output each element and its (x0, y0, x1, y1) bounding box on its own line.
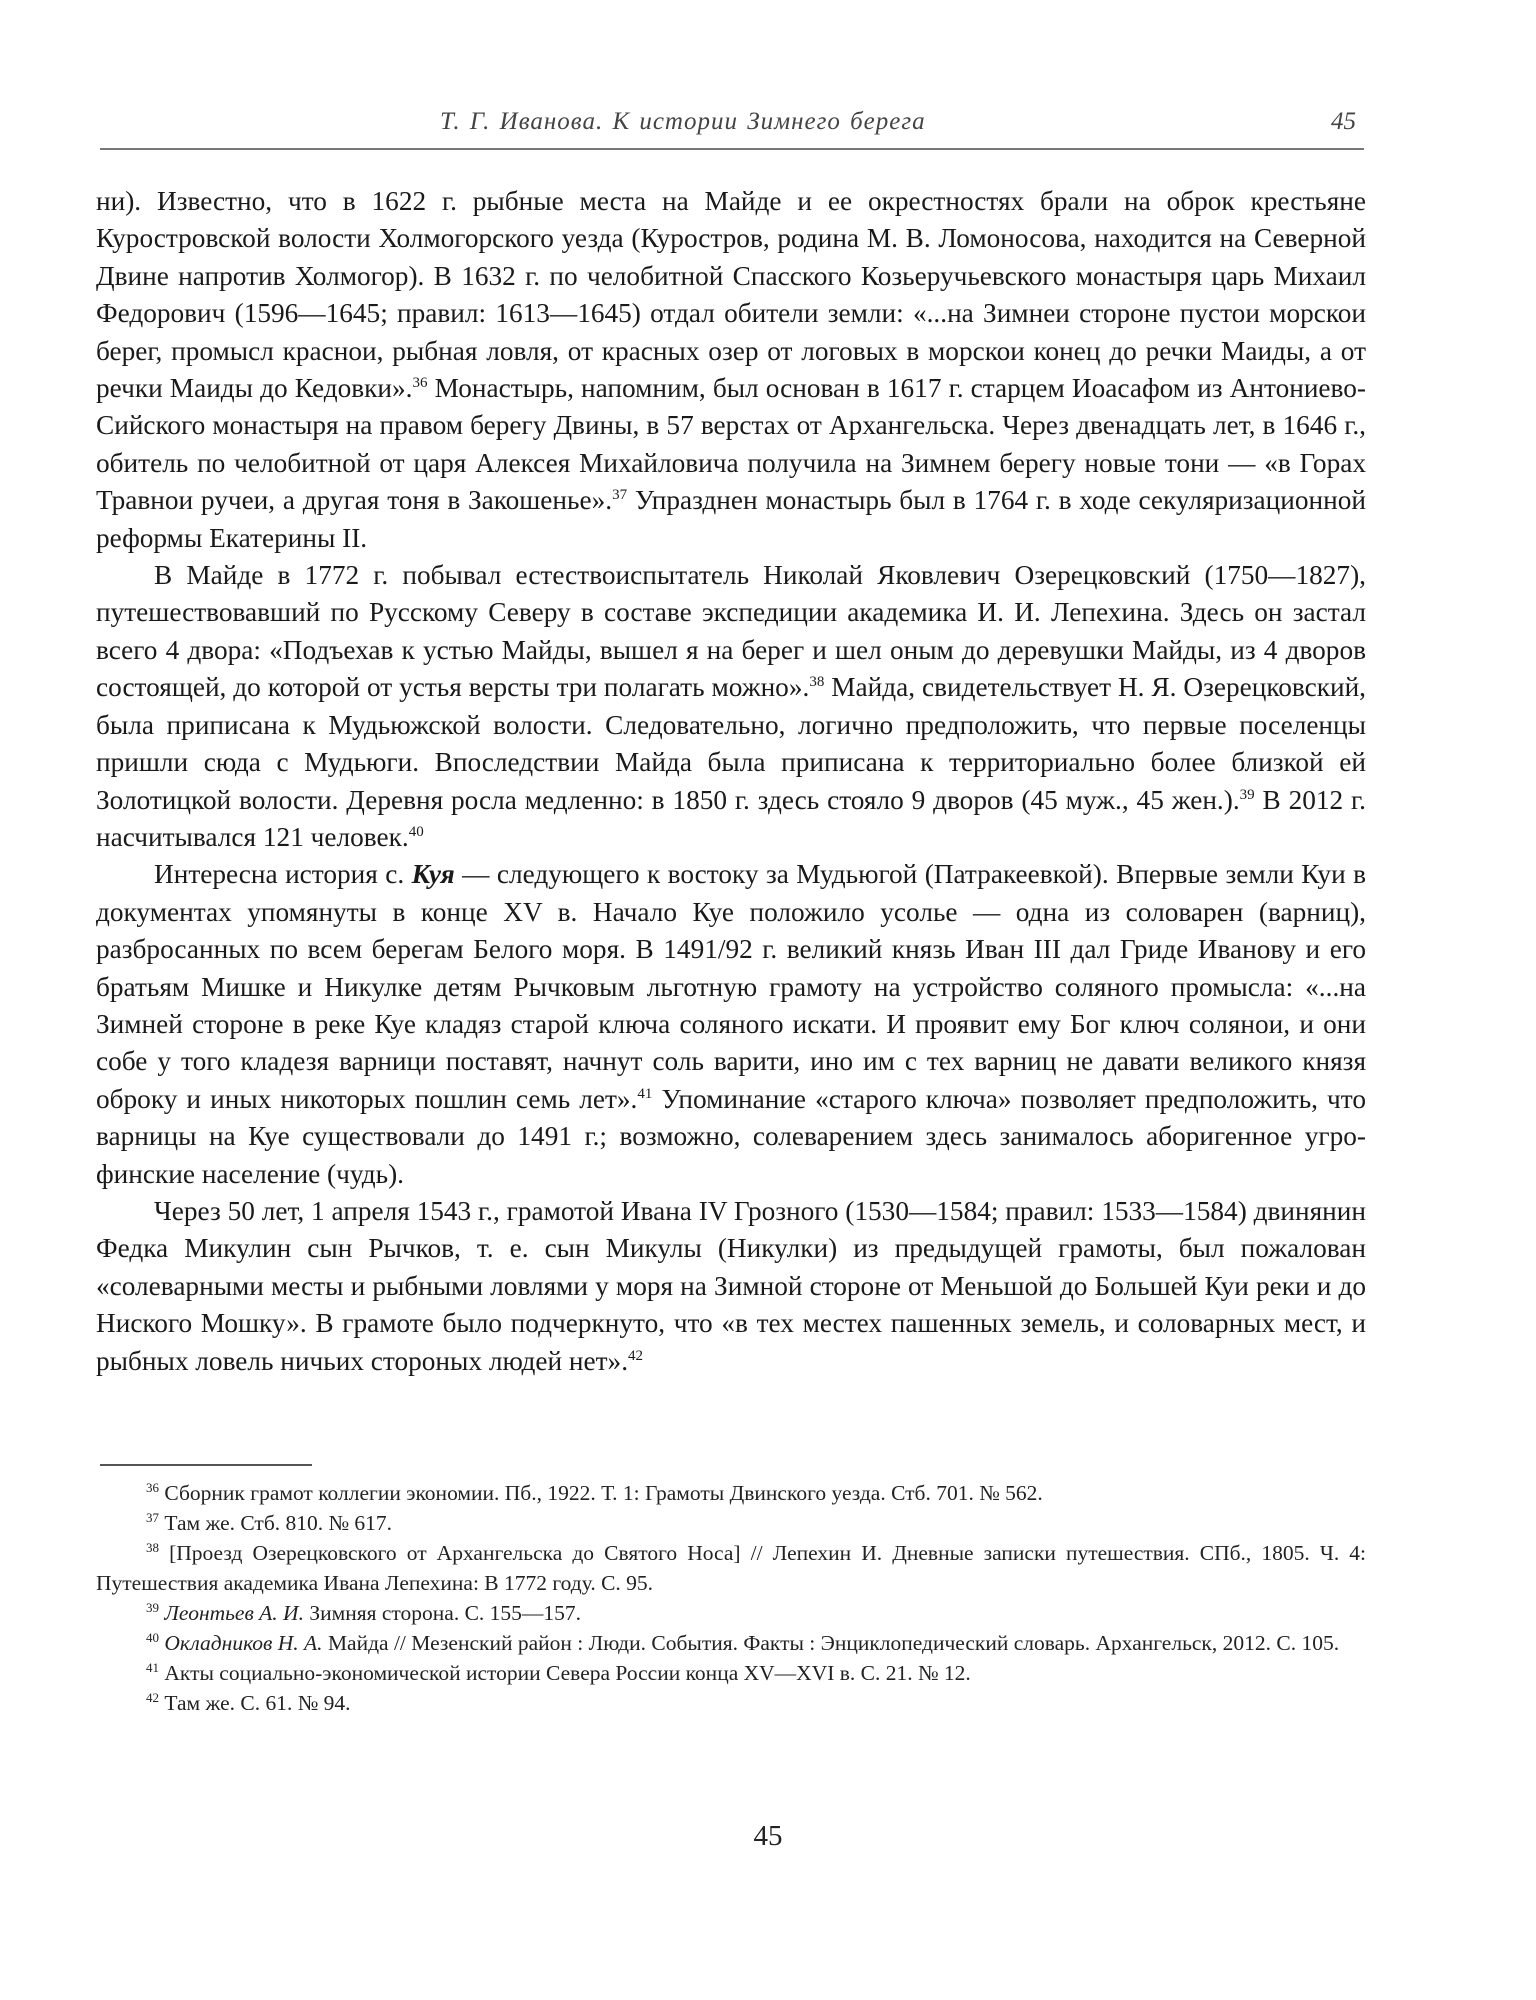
paragraph-text: ни). Известно, что в 1622 г. рыбные места на Майде и ее окрестностях брали на оброк крестьяне Куростровской волости Холмогорского уезда (Куростров, родина М. В. Ломоносова, находится на Северной Двине напротив Холмогор). В 1632 г. по челобитной Спасского Козьеручьевского монастыря царь Михаил Федорович (1596—1645; правил: 1613—1645) отдал обители земли: «...на Зимнеи стороне пустои морскои берег, промысл краснои, рыбная ловля, от красных озер от логовых в морскои конец до речки Маиды, а от речки Маиды до Кедовки». (96, 186, 1366, 404)
footnote-separator (100, 1464, 312, 1466)
paragraph-text: — следующего к востоку за Мудьюгой (Патракеевкой). Впервые земли Куи в документах упомянуты в конце XV в. Начало Куе положило усолье — одна из соловарен (варниц), разбросанных по всем берегам Белого моря. В 1491/92 г. великий князь Иван III дал Гриде Иванову и его братьям Мишке и Никулке детям Рычковым льготную грамоту на устройство соляного промысла: «...на Зимней стороне в реке Куе кладяз старой ключа соляного искати. И проявит ему Бог ключ солянои, и они собе у того кладезя варници поставят, начнут соль варити, ино им с тех варниц не давати великого князя оброку и иных никоторых пошлин семь лет». (96, 859, 1366, 1114)
running-head: Т. Г. Иванова. К истории Зимнего берега (440, 108, 926, 135)
paragraph-1 (96, 183, 1366, 557)
footnote (96, 1598, 1366, 1628)
paragraph-3 (96, 856, 1366, 1193)
footnote (96, 1658, 1366, 1688)
footnote-author: Окладников Н. А. (164, 1631, 323, 1655)
place-name: Куя (411, 859, 455, 890)
footnote (96, 1508, 1366, 1538)
footnote-ref: 41 (637, 1085, 653, 1102)
main-text (96, 183, 1366, 1380)
header-page-number: 45 (1331, 108, 1356, 135)
paragraph-4 (96, 1193, 1366, 1380)
header-rule (100, 148, 1364, 150)
footnote-text: Там же. Стб. 810. № 617. (164, 1511, 393, 1535)
footnote-number: 38 (146, 1539, 159, 1555)
footnote-ref: 38 (809, 674, 825, 691)
footnote-ref: 37 (612, 487, 628, 504)
footnote-number: 37 (146, 1509, 159, 1525)
footnote-text: Там же. С. 61. № 94. (164, 1691, 351, 1715)
footnote-text: [Проезд Озерецковского от Архангельска до Святого Носа] // Лепехин И. Дневные записки путешествия. СПб., 1805. Ч. 4: Путешествия академика Ивана Лепехина: В 1772 году. С. 95. (96, 1541, 1367, 1595)
paragraph-text: Майда, свидетельствует Н. Я. Озерецковский, была приписана к Мудьюжской волости. Следовательно, логично предположить, что первые поселенцы пришли сюда с Мудьюги. Впоследствии Майда была приписана к территориально более близкой ей Золотицкой волости. Деревня росла медленно: в 1850 г. здесь стояло 9 дворов (45 муж., 45 жен.). (96, 672, 1367, 815)
footnote-text: Акты социально-экономической истории Севера России конца XV—XVI в. С. 21. № 12. (164, 1661, 971, 1685)
page-header (100, 108, 1364, 148)
footnote-ref: 42 (628, 1347, 644, 1364)
footnote-text: Сборник грамот коллегии экономии. Пб., 1922. Т. 1: Грамоты Двинского уезда. Стб. 701. № 562. (164, 1481, 1043, 1505)
paragraph-text: Упразднен монастырь был в 1764 г. в ходе секуляризационной реформы Екатерины II. (96, 485, 1367, 553)
footnote (96, 1478, 1366, 1508)
paragraph-text: В 2012 г. насчитывался 121 человек. (96, 784, 1366, 852)
footnote-number: 42 (146, 1689, 159, 1705)
footnote-ref: 40 (408, 823, 424, 840)
footnote-number: 36 (146, 1479, 159, 1495)
footer-page-number: 45 (753, 1820, 783, 1852)
footnote-number: 41 (146, 1659, 159, 1675)
footnote-text: Майда // Мезенский район : Люди. События. Факты : Энциклопедический словарь. Архангельск, 2012. С. 105. (322, 1631, 1340, 1655)
footnote-author: Леонтьев А. И. (164, 1601, 304, 1625)
paragraph-text: Через 50 лет, 1 апреля 1543 г., грамотой Ивана IV Грозного (1530—1584; правил: 1533—1584) двинянин Федка Микулин сын Рычков, т. е. сын Микулы (Никулки) из предыдущей грамоты, был пожалован «солеварными месты и рыбными ловлями у моря на Зимной стороне от Меньшой до Большей Куи реки и до Ниского Мошку». В грамоте было подчеркнуто, что «в тех местех пашенных земель, и соловарных мест, и рыбных ловель ничьих стороных людей нет». (96, 1195, 1366, 1376)
footnote (96, 1538, 1366, 1598)
paragraph-text: Интересна история с. (154, 859, 412, 890)
footnote-number: 39 (146, 1599, 159, 1615)
footnote (96, 1628, 1366, 1658)
footnote-text: Зимняя сторона. С. 155—157. (303, 1601, 582, 1625)
footnote-number: 40 (146, 1629, 159, 1645)
footnote-ref: 36 (412, 374, 428, 391)
footnotes (96, 1478, 1366, 1718)
paragraph-2 (96, 557, 1366, 856)
footnote-ref: 39 (1239, 786, 1255, 803)
footnote (96, 1688, 1366, 1718)
paragraph-text: Упоминание «старого ключа» позволяет предположить, что варницы на Куе существовали до 1491 г.; возможно, солеварением здесь занималось аборигенное угро-финские население (чудь). (96, 1083, 1366, 1189)
paragraph-text: В Майде в 1772 г. побывал естествоиспытатель Николай Яковлевич Озерецковский (1750—1827), путешествовавший по Русскому Северу в составе экспедиции академика И. И. Лепехина. Здесь он застал всего 4 двора: «Подъехав к устью Майды, вышел я на берег и шел оным до деревушки Майды, из 4 дворов состоящей, до которой от устья версты три полагать можно». (96, 560, 1366, 703)
paragraph-text: Монастырь, напомним, был основан в 1617 г. старцем Иоасафом из Антониево-Сийского монастыря на правом берегу Двины, в 57 верстах от Архангельска. Через двенадцать лет, в 1646 г., обитель по челобитной от царя Алексея Михайловича получила на Зимнем берегу новые тони — «в Горах Травнои ручеи, а другая тоня в Закошенье». (96, 373, 1366, 516)
